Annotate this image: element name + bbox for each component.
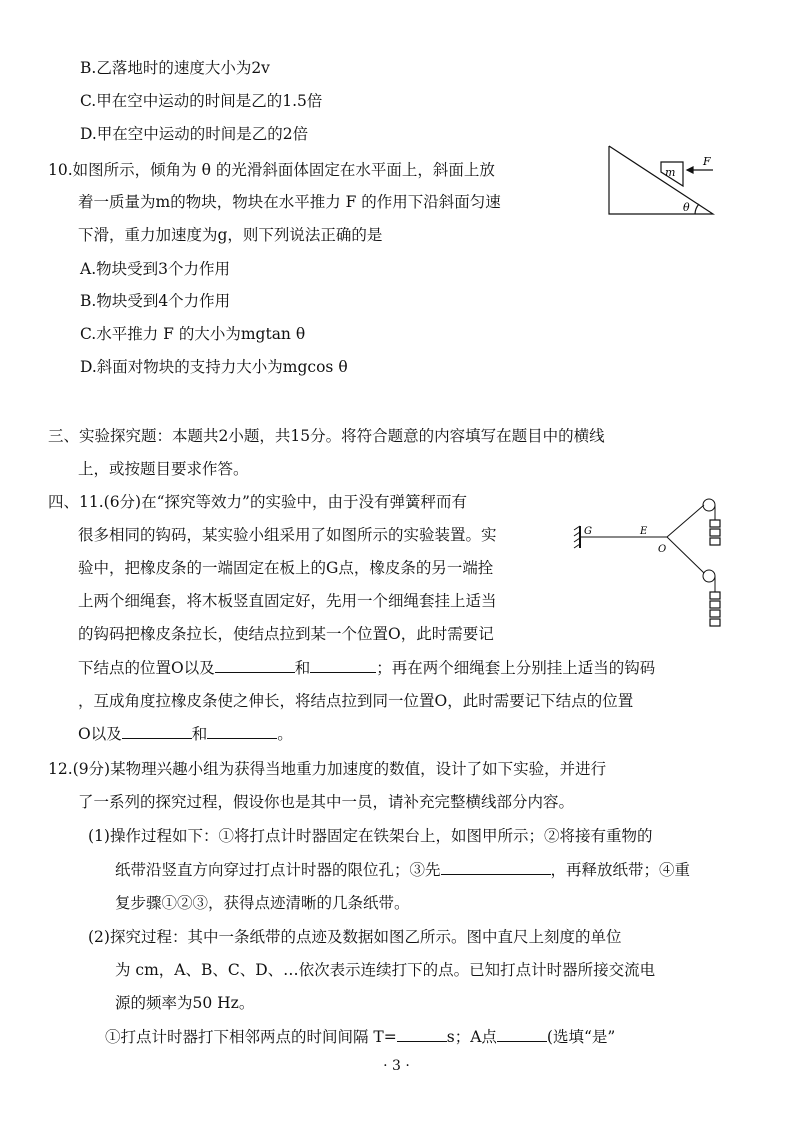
incline-body [609,146,713,214]
q12-part2-line1: (2)探究过程：其中一条纸带的点迹及数据如图乙所示。图中直尺上刻度的单位 [88,928,622,946]
label-o: O [658,544,667,555]
weights-bottom [710,592,720,626]
q12-part1-line2: 纸带沿竖直方向穿过打点计时器的限位孔；③先 ，再释放纸带；④重 [115,861,691,879]
q10-option-c: C.水平推力 F 的大小为mgtan θ [80,325,306,343]
q10-stem-line1: 10.如图所示，倾角为 θ 的光滑斜面体固定在水平面上，斜面上放 [48,161,495,179]
answer-blank[interactable] [310,658,376,673]
label-e: E [640,526,648,537]
weights-top [710,520,720,545]
q12-part1-line3: 复步骤①②③，获得点迹清晰的几条纸带。 [115,894,410,912]
q11-line7: ，互成角度拉橡皮条使之伸长，将结点拉到同一位置O，此时需要记下结点的位置 [78,692,634,710]
q11-line6: 下结点的位置O以及 和 ；再在两个细绳套上分别挂上适当的钩码 [78,659,656,677]
q12-part2-line2: 为 cm，A、B、C、D、…依次表示连续打下的点。已知打点计时器所接交流电 [115,961,656,979]
section3-line2: 上，或按题目要求作答。 [78,460,249,478]
q11-line3: 验中，把橡皮条的一端固定在板上的G点，橡皮条的另一端拴 [78,559,494,577]
q12-line2: 了一系列的探究过程，假设你也是其中一员，请补充完整横线部分内容。 [78,793,575,811]
q12-line1: 12.(9分)某物理兴趣小组为获得当地重力加速度的数值，设计了如下实验，并进行 [48,760,607,778]
q9-option-d: D.甲在空中运动的时间是乙的2倍 [80,125,309,143]
answer-blank[interactable] [207,724,277,739]
q12-part2-line3: 源的频率为50 Hz。 [115,994,255,1012]
q11-line8: O以及 和 。 [78,725,293,743]
answer-blank[interactable] [497,1027,547,1042]
q12-part1-line1: (1)操作过程如下：①将打点计时器固定在铁架台上，如图甲所示；②将接有重物的 [88,827,653,845]
q11-line2: 很多相同的钩码，某实验小组采用了如图所示的实验装置。实 [78,526,497,544]
mass-label: m [665,166,676,179]
q9-option-b: B.乙落地时的速度大小为2v [80,59,270,77]
angle-arc [695,204,699,214]
page-number: · 3 · [383,1058,410,1074]
q11-line4: 上两个细绳套，将木板竖直固定好，先用一个细绳套挂上适当 [78,592,497,610]
angle-label: θ [683,201,690,214]
label-g: G [584,526,592,537]
q10-option-b: B.物块受到4个力作用 [80,292,231,310]
force-label: F [703,155,711,168]
q10-stem-line3: 下滑，重力加速度为g，则下列说法正确的是 [78,226,383,244]
pulley-top [703,499,715,511]
q10-option-a: A.物块受到3个力作用 [80,260,230,278]
answer-blank[interactable] [215,658,295,673]
q10-option-d: D.斜面对物块的支持力大小为mgcos θ [80,358,348,376]
incline-figure [605,140,720,220]
answer-blank[interactable] [441,860,551,875]
q11-line1: 四、11.(6分)在“探究等效力”的实验中，由于没有弹簧秤而有 [48,493,467,511]
equivalent-force-figure [572,490,732,640]
q9-option-c: C.甲在空中运动的时间是乙的1.5倍 [80,92,323,110]
q12-part2-line4: ①打点计时器打下相邻两点的时间间隔 T= s；A点 (选填“是” [105,1028,616,1046]
answer-blank[interactable] [397,1027,447,1042]
pulley-bottom [703,570,715,582]
q11-line5: 的钩码把橡皮条拉长，使结点拉到某一个位置O，此时需要记 [78,625,494,643]
q10-stem-line2: 着一质量为m的物块，物块在水平推力 F 的作用下沿斜面匀速 [78,193,501,211]
answer-blank[interactable] [122,724,192,739]
section3-line1: 三、实验探究题：本题共2小题，共15分。将符合题意的内容填写在题目中的横线 [48,427,605,445]
